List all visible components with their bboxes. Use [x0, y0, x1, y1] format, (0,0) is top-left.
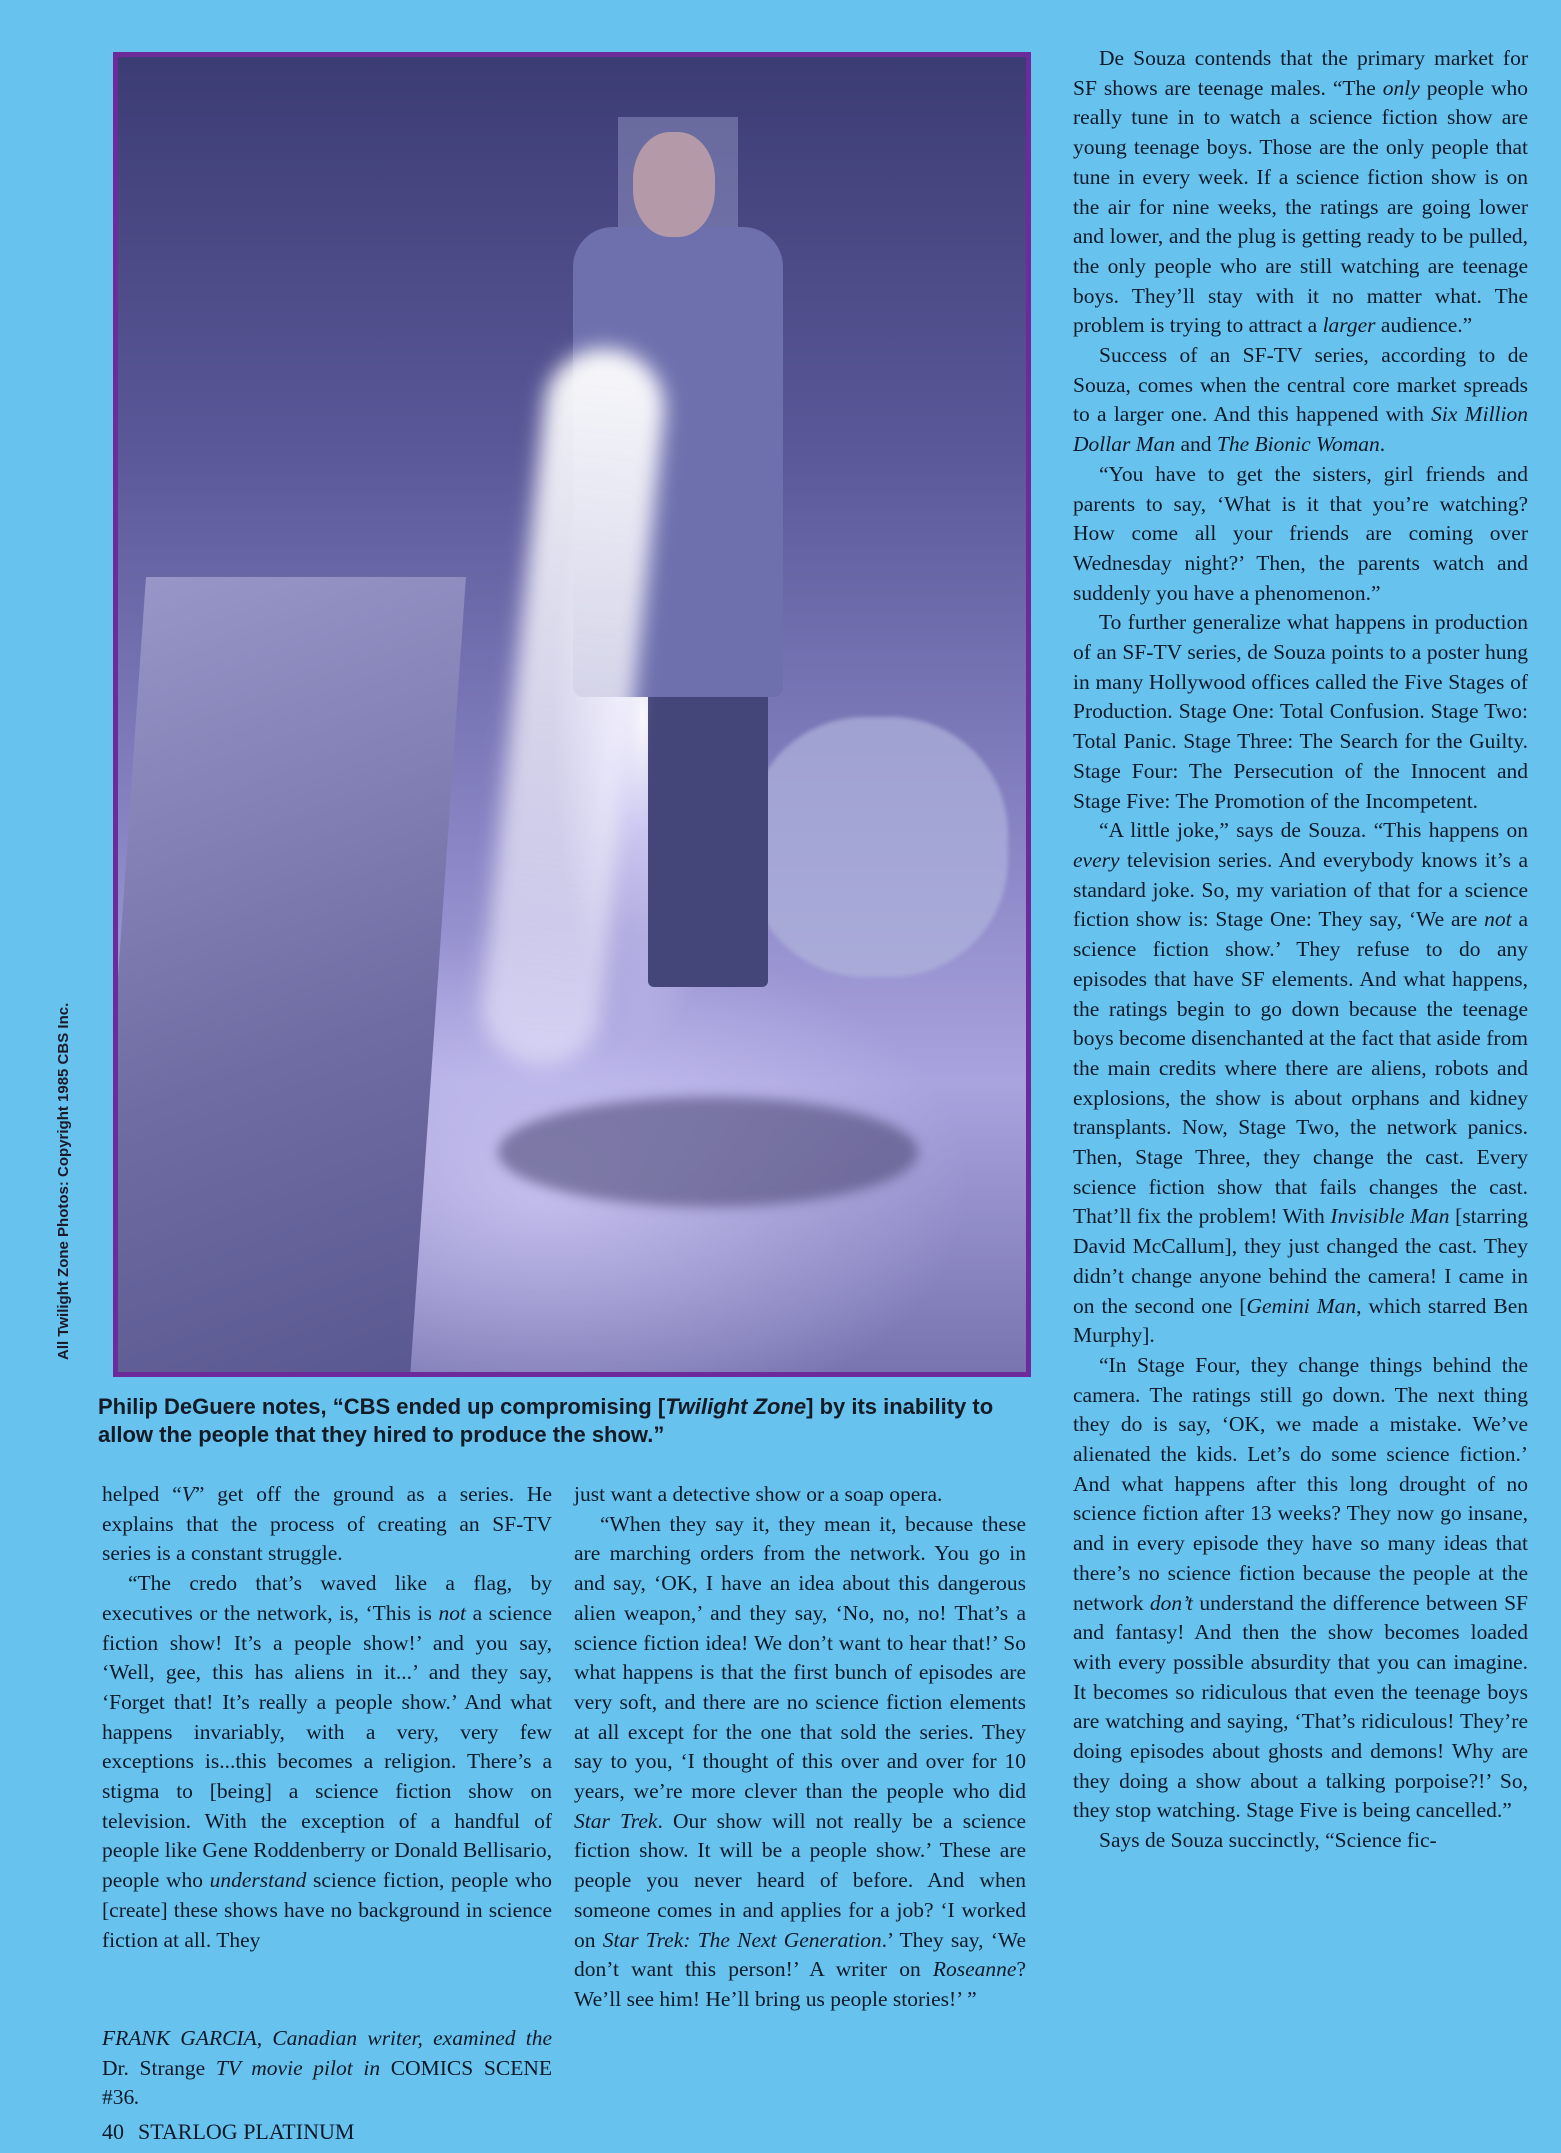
photo-person-legs [648, 657, 768, 987]
emphasis: not [1484, 907, 1512, 932]
show-title: Six Million Dollar Man [1073, 402, 1528, 457]
text-run: audience.” [1375, 313, 1473, 338]
paragraph [1073, 44, 1528, 341]
text-run: , which starred Ben Murphy]. [1073, 1293, 1529, 1348]
emphasis: don’t [1149, 1590, 1193, 1615]
article-photo [113, 52, 1031, 1377]
text-run: .’ They say, ‘We don’t want this person!’ A writer on [574, 1927, 1027, 1982]
text-run: understand the difference between SF and fantasy! And then the show becomes loaded with every possible absurdity that you can imagine. It becomes so ridiculous that even the teenage boys are watching and saying, ‘That’s ridiculous! They’re doing episodes about ghosts and demons! Why are they doing a show about a talking porpoise?!’ So, they stop watching. Stage Five is being cancelled.” [1073, 1590, 1528, 1823]
caption-text-after: ] by its inability to allow the people that they hired to produce the show.” [98, 1394, 994, 1447]
text-run: ” get off the ground as a series. He explains that the process of creating an SF-TV series is a constant struggle. [102, 1482, 552, 1566]
paragraph [1073, 341, 1528, 460]
show-title: Gemini Man [1246, 1293, 1357, 1318]
paragraph [102, 1569, 552, 1955]
caption-text-before: Philip DeGuere notes, “CBS ended up compromising [ [98, 1394, 666, 1419]
text-run: [starring David McCallum], they just changed the cast. They didn’t change anyone behind the camera! I came in on the second one [ [1073, 1204, 1528, 1318]
emphasis: larger [1322, 313, 1376, 338]
text-run: “In Stage Four, they change things behind the camera. The ratings still go down. The next thing they do is say, ‘OK, we made a mistake. We’ve alienated the kids. Let’s do some science fiction.’ And what happens after this long drought of no science fiction after 13 weeks? They now go insane, and in every episode they have so many ideas that there’s no science fiction because the people at the network [1073, 1352, 1528, 1615]
paragraph [1073, 816, 1528, 1351]
text-run: television series. And everybody knows it’s a standard joke. So, my variation of that for a science fiction show is: Stage One: They say, ‘We are [1073, 847, 1528, 932]
emphasis: understand [209, 1868, 307, 1893]
paragraph: just want a detective show or a soap opera. [574, 1482, 943, 1506]
show-title: V [181, 1482, 195, 1506]
article-column-1 [102, 1480, 552, 1955]
page-number: 40 [102, 2119, 124, 2144]
article-column-3 [1073, 44, 1528, 1856]
text-run: “When they say it, they mean it, because these are marching orders from the network. You go in and say, ‘OK, I have an idea about this dangerous alien weapon,’ and they say, ‘No, no, no! That’s a science fiction idea! We don’t want to hear that!’ So what happens is that the first bunch of episodes are very soft, and there are no science fiction elements at all except for the one that sold the series. They say to you, ‘I thought of this over and over for 10 years, we’re more clever than the people who did [574, 1511, 1026, 1804]
text-run: FRANK GARCIA, Canadian writer, examined the [102, 2026, 552, 2050]
text-run: science fiction, people who [create] these shows have no background in science fiction at all. They [102, 1868, 552, 1952]
text-run: a science fiction show.’ They refuse to do any episodes that have SF elements. And what happens, the ratings begin to go down because the teenage boys become disenchanted at the fact that aside from the main credits where there are aliens, robots and explosions, the show is about orphans and kidney transplants. Now, Stage Two, the network panics. Then, Stage Three, they change the cast. Every science fiction show that fails changes the cast. That’ll fix the problem! With [1073, 907, 1528, 1229]
text-run: TV movie pilot in [205, 2055, 391, 2080]
photo-credit: All Twilight Zone Photos: Copyright 1985 CBS Inc. [55, 1002, 72, 1360]
text-run: . [134, 2085, 140, 2110]
text-run: “The credo that’s waved like a flag, by executives or the network, is, ‘This is [102, 1571, 552, 1625]
author-bio [102, 2024, 552, 2113]
text-run: . Our show will not really be a science fiction show. It will be a people show.’ These are people you never heard of before. And when someone comes in and applies for a job? ‘I worked on [574, 1808, 1026, 1952]
publication-name: STARLOG PLATINUM [138, 2119, 355, 2144]
page-footer [102, 2117, 502, 2149]
text-run: a science fiction show! It’s a people show!’ and you say, ‘Well, gee, this has aliens in it...’ and they say, ‘Forget that! It’s really a people show.’ And what happens invariably, with a very, very few exceptions is...this becomes a religion. There’s a stigma to [being] a science fiction show on television. With the exception of a handful of people like Gene Roddenberry or Donald Bellisario, people who [102, 1600, 552, 1893]
paragraph [574, 1510, 1026, 2015]
text-run: “A little joke,” says de Souza. “This happens on [1099, 818, 1528, 843]
text-run: helped “ [102, 1482, 182, 1506]
emphasis: only [1382, 75, 1420, 100]
text-run: De Souza contends that the primary market for SF shows are teenage males. “The [1073, 46, 1528, 100]
emphasis: not [438, 1600, 466, 1625]
text-run: ? We’ll see him! He’ll bring us people stories!’ ” [574, 1957, 1026, 2011]
magazine-title: COMICS SCENE #36 [102, 2055, 552, 2110]
text-run: . [1379, 432, 1386, 457]
article-column-2 [574, 1480, 1026, 2015]
text-run: and [1175, 432, 1217, 457]
text-run: Success of an SF-TV series, according to de Souza, comes when the central core market spreads to a larger one. And this happened with [1073, 343, 1528, 427]
paragraph [1073, 1351, 1528, 1826]
photo-debris [498, 1097, 918, 1207]
show-title: Dr. Strange [102, 2055, 206, 2080]
show-title: Invisible Man [1330, 1204, 1450, 1229]
photo-caption [98, 1393, 1038, 1449]
photo-person-head [633, 132, 715, 237]
caption-show-title: Twilight Zone [665, 1394, 807, 1419]
show-title: Star Trek: The Next Generation [602, 1927, 882, 1952]
photo-table [113, 577, 466, 1377]
paragraph: “You have to get the sisters, girl friends and parents to say, ‘What is it that you’re watching? How come all your friends are coming over Wednesday night?’ Then, the parents watch and suddenly you have a phenomenon.” [1073, 461, 1528, 605]
text-run: people who really tune in to watch a science fiction show are young teenage boys. Those are the only people that tune in every week. If a science fiction show is on the air for nine weeks, the ratings are going lower and lower, and the plug is getting ready to be pulled, the only people who are still watching are teenage boys. They’ll stay with it no matter what. The problem is trying to attract a [1073, 75, 1528, 338]
paragraph: To further generalize what happens in production of an SF-TV series, de Souza points to a poster hung in many Hollywood offices called the Five Stages of Production. Stage One: Total Confusion. Stage Two: Total Panic. Stage Three: The Search for the Guilty. Stage Four: The Persecution of the Innocent and Stage Five: The Promotion of the Incompetent. [1073, 610, 1528, 813]
show-title: The Bionic Woman [1216, 432, 1380, 457]
show-title: Roseanne [932, 1957, 1017, 1982]
photo-flashlight-beam [476, 343, 671, 1072]
paragraph [102, 1480, 552, 1569]
paragraph: Says de Souza succinctly, “Science fic- [1099, 1828, 1437, 1853]
emphasis: every [1073, 847, 1120, 872]
show-title: Star Trek [574, 1808, 658, 1833]
photo-machine [748, 717, 1008, 977]
